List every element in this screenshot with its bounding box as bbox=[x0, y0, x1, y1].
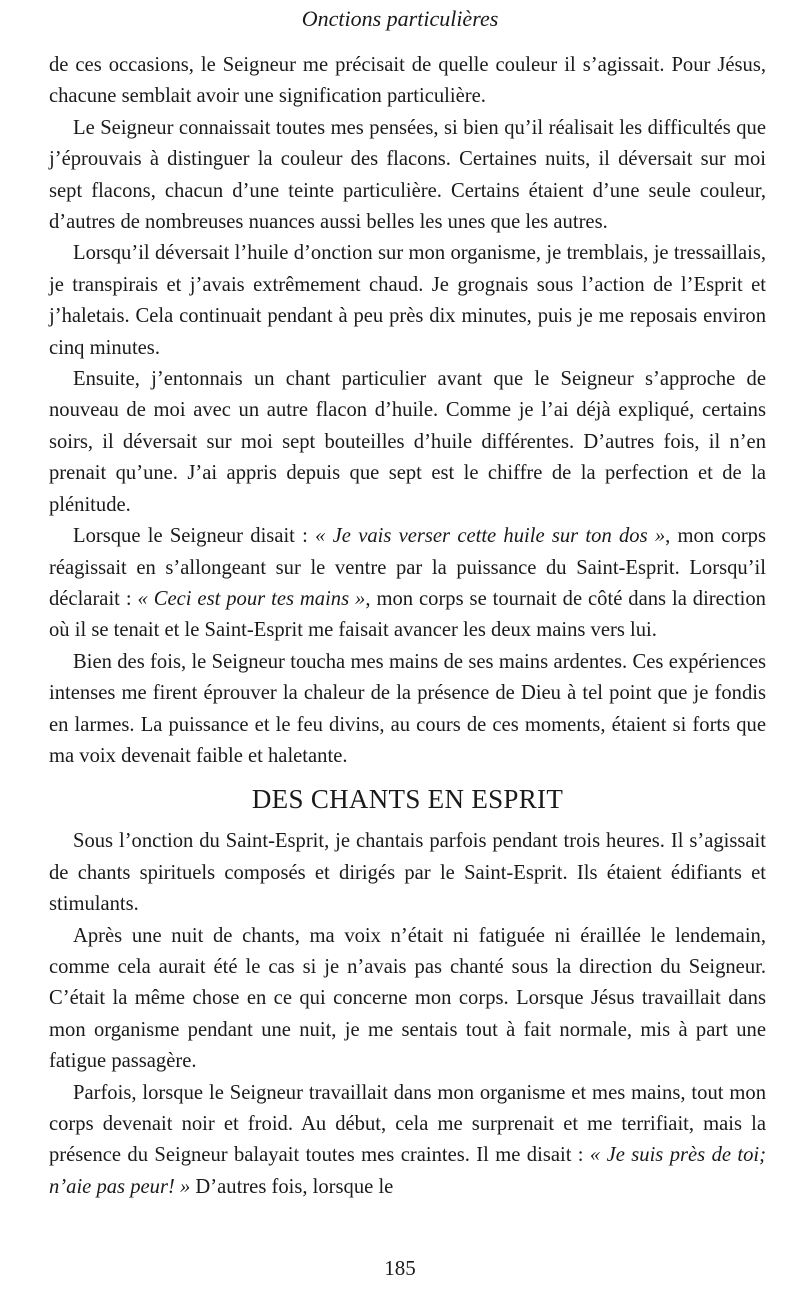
text-run: Lorsqu’il déversait l’huile d’onction sur mon organisme, je tremblais, je tressaillais, je transpirais et j’avais extrêmement chaud. Je grognais sous l’action de l’Esprit et j’haletais. Cela continuait pendant à peu près dix minutes, puis je me reposais environ cinq minutes. bbox=[49, 242, 766, 359]
page-number: 185 bbox=[384, 1256, 416, 1280]
paragraph bbox=[49, 826, 766, 920]
running-head: Onctions particulières bbox=[301, 6, 499, 31]
quote-text: « Ceci est pour tes mains » bbox=[137, 587, 366, 610]
text-run: de ces occasions, le Seigneur me précisait de quelle couleur il s’agissait. Pour Jésus, chacune semblait avoir une signification particulière. bbox=[49, 54, 766, 108]
text-run: D’autres fois, lorsque le bbox=[190, 1175, 394, 1198]
quote-text: « Je vais verser cette huile sur ton dos » bbox=[315, 525, 666, 548]
paragraph bbox=[49, 921, 766, 1078]
paragraph bbox=[49, 1078, 766, 1204]
text-run: Bien des fois, le Seigneur toucha mes mains de ses mains ardentes. Ces expériences intenses me firent éprouver la chaleur de la présence de Dieu à tel point que je fondis en larmes. La puissance et le feu divins, au cours de ces moments, étaient si forts que ma voix devenait faible et haletante. bbox=[49, 650, 766, 767]
body-text bbox=[49, 50, 766, 1203]
quote-text: « Je suis près de toi; n’aie pas peur! » bbox=[49, 1144, 766, 1198]
section-heading: DES CHANTS EN ESPRIT bbox=[251, 784, 564, 815]
paragraph bbox=[49, 521, 766, 647]
paragraph bbox=[49, 238, 766, 364]
paragraph bbox=[49, 364, 766, 521]
text-run: Le Seigneur connaissait toutes mes pensées, si bien qu’il réalisait les difficultés que j’éprouvais à distinguer la couleur des flacons. Certaines nuits, il déversait sur moi sept flacons, chacun d’une teinte particulière. Certains étaient d’une seule couleur, d’autres de nombreuses nuances aussi belles les unes que les autres. bbox=[49, 116, 766, 234]
text-run: Après une nuit de chants, ma voix n’était ni fatiguée ni éraillée le lendemain, comme cela aurait été le cas si je n’avais pas chanté sous la direction du Seigneur. C’était la même chose en ce qui concerne mon corps. Lorsque Jésus travaillait dans mon organisme pendant une nuit, je me sentais tout à fait normale, mis à part une fatigue passagère. bbox=[49, 924, 766, 1073]
text-run: , mon corps se tournait de côté dans la direction où il se tenait et le Saint-Esprit me faisait avancer les deux mains vers lui. bbox=[49, 587, 766, 642]
paragraph bbox=[49, 50, 766, 113]
text-run: , mon corps réagissait en s’allongeant sur le ventre par la puissance du Saint-Esprit. Lorsqu’il déclarait : bbox=[49, 525, 766, 610]
text-run: Ensuite, j’entonnais un chant particulier avant que le Seigneur s’approche de nouveau de moi avec un autre flacon d’huile. Comme je l’ai déjà expliqué, certains soirs, il déversait sur moi sept bouteilles d’huile différentes. D’autres fois, il n’en prenait qu’une. J’ai appris depuis que sept est le chiffre de la perfection et de la plénitude. bbox=[49, 368, 766, 516]
text-run: Lorsque le Seigneur disait : bbox=[73, 525, 316, 548]
paragraph bbox=[49, 647, 766, 773]
paragraph bbox=[49, 113, 766, 239]
text-run: Parfois, lorsque le Seigneur travaillait dans mon organisme et mes mains, tout mon corps devenait noir et froid. Au début, cela me surprenait et me terrifiait, mais la présence du Seigneur balayait toutes mes craintes. Il me disait : bbox=[49, 1081, 766, 1167]
text-run: Sous l’onction du Saint-Esprit, je chantais parfois pendant trois heures. Il s’agissait de chants spirituels composés et dirigés par le Saint-Esprit. Ils étaient édifiants et stimulants. bbox=[49, 830, 766, 916]
